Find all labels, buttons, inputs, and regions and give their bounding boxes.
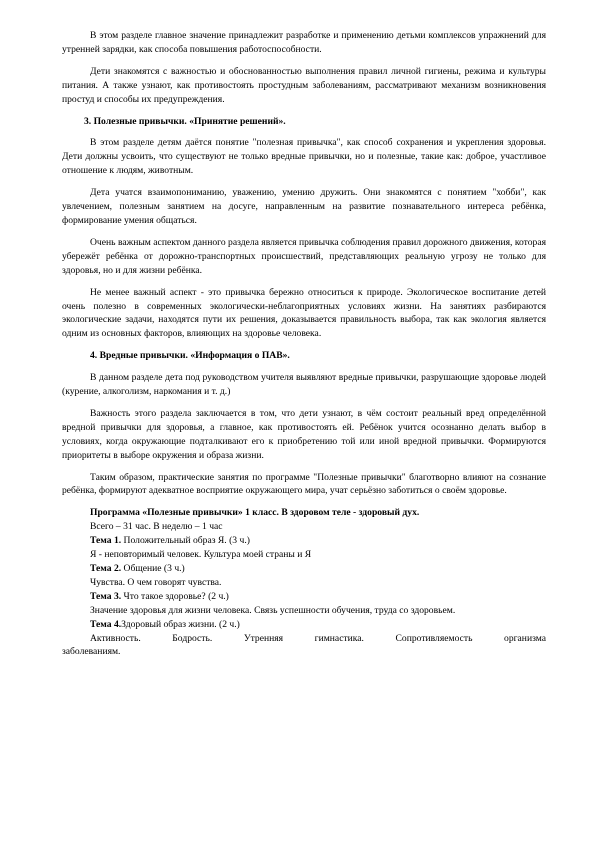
program-total: Всего – 31 час. В неделю – 1 час bbox=[90, 521, 223, 533]
program-block bbox=[62, 506, 546, 659]
topic-4-title: Здоровый образ жизни. (2 ч.) bbox=[121, 618, 240, 630]
paragraph-intro-1: В этом разделе главное значение принадлежит разработке и применению детьми комплексов упражнений для утренней зарядки, как способа повышения работоспособности. bbox=[62, 30, 546, 55]
document-page bbox=[62, 29, 546, 659]
section-3-paragraph-3: Очень важным аспектом данного раздела является привычка соблюдения правил дорожного движения, которая убережёт ребёнка от дорожно-транспортных происшествий, представляющих реальную угрозу не только для здоровья, но и для жизни ребёнка. bbox=[62, 236, 546, 276]
topic-2-content: Чувства. О чем говорят чувства. bbox=[90, 576, 222, 588]
paragraph-intro-2: Дети знакомятся с важностью и обоснованностью выполнения правил личной гигиены, режима и культуры питания. А также узнают, как противостоять простудным заболеваниям, рассматривают механизм возникновения простуд и способы их предупреждения. bbox=[62, 65, 546, 105]
section-4-heading: 4. Вредные привычки. «Информация о ПАВ». bbox=[90, 350, 290, 362]
section-3-paragraph-4: Не менее важный аспект - это привычка бережно относиться к природе. Экологическое воспитание детей очень полезно в современных экологически-неблагоприятных условиях жизни. На занятиях разбираются экологические задачи, находятся пути их решения, доказывается правильность выбора, так как экология является одним из основных факторов, влияющих на здоровье человека. bbox=[62, 286, 546, 340]
topic-1-content: Я - неповторимый человек. Культура моей страны и Я bbox=[90, 549, 312, 561]
section-4-paragraph-3: Таким образом, практические занятия по программе "Полезные привычки" благотворно влияют на сознание ребёнка, формируют адекватное восприятие окружающего мира, учат серьёзно заботиться о своём здоровье. bbox=[62, 471, 546, 497]
topic-4 bbox=[62, 618, 546, 632]
topic-3 bbox=[62, 590, 546, 604]
topic-3-content: Значение здоровья для жизни человека. Связь успешности обучения, труда со здоровьем. bbox=[90, 604, 456, 616]
topic-1-title: Положительный образ Я. (3 ч.) bbox=[121, 535, 250, 547]
topic-1 bbox=[62, 534, 546, 548]
topic-4-content-line-1: Активность. Бодрость. Утренняя гимнастика. Сопротивляемость организма bbox=[90, 632, 546, 644]
topic-2 bbox=[62, 562, 546, 576]
section-3-paragraph-1: В этом разделе детям даётся понятие "полезная привычка", как способ сохранения и укрепления здоровья. Дети должны усвоить, что существуют не только вредные привычки, но и полезные, такие как: доброе, участливое отношение к людям, животным. bbox=[62, 137, 546, 177]
topic-4-label: Тема 4. bbox=[90, 618, 122, 630]
section-3-paragraph-2: Дета учатся взаимопониманию, уважению, умению дружить. Они знакомятся с понятием "хобби", как увлечением, полезным занятием на досуге, направленным на развитие познавательного интереса ребёнка, формирование умения общаться. bbox=[62, 187, 546, 226]
section-3-heading: 3. Полезные привычки. «Принятие решений». bbox=[84, 115, 286, 127]
topic-1-label: Тема 1. bbox=[90, 535, 122, 547]
section-4-paragraph-1: В данном разделе дета под руководством учителя выявляют вредные привычки, разрушающие здоровье людей (курение, алкоголизм, наркомания и т. д.) bbox=[62, 372, 546, 398]
section-4-paragraph-2: Важность этого раздела заключается в том, что дети узнают, в чём состоит реальный вред определённой вредной привычки для здоровья, а главное, как противостоять ей. Ребёнок учится осознанно делать выбор в условиях, когда окружающие подталкивают его к приобретению той или иной вредной привычки. Формируются приоритеты в выборе окружения и образа жизни. bbox=[62, 407, 546, 461]
topic-3-label: Тема 3. bbox=[90, 590, 122, 602]
program-title: Программа «Полезные привычки» 1 класс. В здоровом теле - здоровый дух. bbox=[90, 507, 420, 519]
topic-2-label: Тема 2. bbox=[90, 563, 122, 574]
topic-2-title: Общение (3 ч.) bbox=[121, 563, 185, 574]
topic-4-content-line-2: заболеваниям. bbox=[62, 646, 121, 658]
topic-3-title: Что такое здоровье? (2 ч.) bbox=[121, 590, 229, 602]
